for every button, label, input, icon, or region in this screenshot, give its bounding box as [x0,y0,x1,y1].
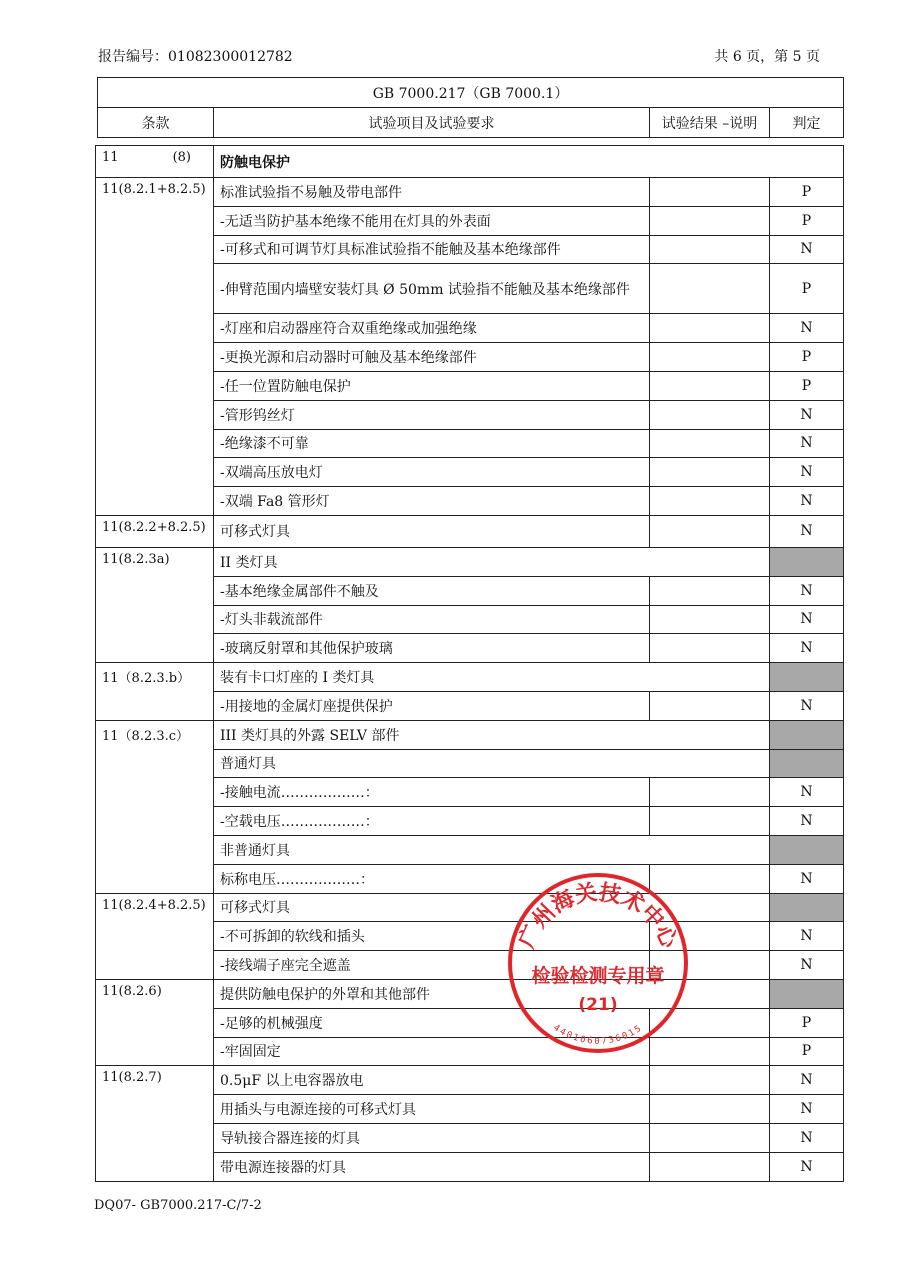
test-item-cell: 提供防触电保护的外罩和其他部件 [214,979,770,1008]
seal-arc-text: 广州海关技术中心 [514,880,682,952]
verdict-cell: N [770,634,844,663]
verdict-cell: N [770,314,844,343]
test-item-cell: -牢固固定 [214,1037,650,1066]
verdict-cell [770,979,844,1008]
verdict-cell [770,547,844,576]
result-cell [650,864,770,893]
test-item-cell: 用插头与电源连接的可移式灯具 [214,1095,650,1124]
verdict-cell [770,663,844,692]
standard-title: GB 7000.217（GB 7000.1） [98,78,844,108]
section-clause [96,146,214,178]
verdict-cell: N [770,1123,844,1152]
verdict-cell: N [770,1152,844,1181]
verdict-cell: N [770,951,844,980]
table-row [96,979,844,1008]
col-header-clause: 条款 [98,108,214,138]
result-cell [650,314,770,343]
result-cell [650,264,770,314]
result-cell [650,605,770,634]
result-cell [650,1123,770,1152]
result-cell [650,807,770,836]
result-cell [650,400,770,429]
test-item-cell: -无适当防护基本绝缘不能用在灯具的外表面 [214,206,650,235]
result-cell [650,343,770,372]
clause-cell: 11(8.2.2+8.2.5) [96,515,214,547]
test-item-cell: -基本绝缘金属部件不触及 [214,576,650,605]
table-row [96,663,844,692]
verdict-cell: P [770,264,844,314]
seal-code-text: 4401060736015 [551,1023,645,1047]
verdict-cell: N [770,1066,844,1095]
verdict-cell: P [770,343,844,372]
verdict-cell: P [770,206,844,235]
verdict-cell [770,835,844,864]
test-item-cell: -空载电压………………： [214,807,650,836]
verdict-cell: N [770,605,844,634]
test-item-cell: -绝缘漆不可靠 [214,429,650,458]
verdict-cell: N [770,691,844,720]
section-title: 防触电保护 [214,146,844,178]
result-cell [650,371,770,400]
test-item-cell: 标称电压………………： [214,864,650,893]
test-item-cell: 标准试验指不易触及带电部件 [214,178,650,207]
test-item-cell: 普通灯具 [214,749,770,778]
col-header-verdict: 判定 [770,108,844,138]
verdict-cell: N [770,922,844,951]
verdict-cell: N [770,515,844,547]
test-item-cell: III 类灯具的外露 SELV 部件 [214,720,770,749]
test-item-cell: 导轨接合器连接的灯具 [214,1123,650,1152]
result-cell [650,951,770,980]
test-item-cell: 可移式灯具 [214,515,650,547]
clause-cell: 11（8.2.3.b） [96,663,214,721]
page-info: 共 6 页，第 5 页 [714,49,820,65]
test-item-cell: 可移式灯具 [214,893,770,922]
table-row [96,1066,844,1095]
section-clause-sub: (8) [172,150,191,165]
result-cell [650,1008,770,1037]
result-cell [650,515,770,547]
verdict-cell: P [770,371,844,400]
table-row [96,893,844,922]
result-cell [650,576,770,605]
test-item-cell: -灯座和启动器座符合双重绝缘或加强绝缘 [214,314,650,343]
test-item-cell: -双端高压放电灯 [214,458,650,487]
test-item-cell: -可移式和可调节灯具标准试验指不能触及基本绝缘部件 [214,235,650,264]
clause-cell: 11(8.2.7) [96,1066,214,1181]
result-cell [650,1152,770,1181]
result-cell [650,429,770,458]
test-item-cell: -接线端子座完全遮盖 [214,951,650,980]
header-table [97,77,844,138]
result-cell [650,1066,770,1095]
test-item-cell: -伸臂范围内墙壁安装灯具 Ø 50mm 试验指不能触及基本绝缘部件 [214,264,650,314]
verdict-cell: N [770,400,844,429]
result-cell [650,178,770,207]
seal-number-text: (21) [578,995,618,1015]
test-item-cell: 非普通灯具 [214,835,770,864]
test-item-cell: -更换光源和启动器时可触及基本绝缘部件 [214,343,650,372]
col-header-result: 试验结果 –说明 [650,108,770,138]
clause-cell: 11（8.2.3.c） [96,720,214,893]
section-row [96,146,844,178]
verdict-cell [770,720,844,749]
test-table [95,145,844,1182]
result-cell [650,691,770,720]
test-item-cell: -任一位置防触电保护 [214,371,650,400]
result-cell [650,634,770,663]
table-row [96,720,844,749]
verdict-cell: N [770,458,844,487]
col-header-item: 试验项目及试验要求 [214,108,650,138]
verdict-cell: N [770,576,844,605]
table-row [96,547,844,576]
test-item-cell: -接触电流………………： [214,778,650,807]
result-cell [650,778,770,807]
test-item-cell: -灯头非载流部件 [214,605,650,634]
verdict-cell: P [770,1037,844,1066]
clause-cell: 11(8.2.4+8.2.5) [96,893,214,979]
test-item-cell: 装有卡口灯座的 I 类灯具 [214,663,770,692]
verdict-cell: N [770,864,844,893]
clause-cell: 11(8.2.1+8.2.5) [96,178,214,516]
verdict-cell: N [770,429,844,458]
test-item-cell: -用接地的金属灯座提供保护 [214,691,650,720]
verdict-cell: N [770,487,844,516]
footer-doc-code: DQ07- GB7000.217-C/7-2 [94,1198,262,1213]
seal-line-text: 检验检测专用章 [531,965,665,987]
test-item-cell: -不可拆卸的软线和插头 [214,922,650,951]
test-item-cell: II 类灯具 [214,547,770,576]
result-cell [650,1037,770,1066]
verdict-cell: N [770,235,844,264]
section-clause-number: 11 [102,150,119,165]
result-cell [650,235,770,264]
result-cell [650,487,770,516]
report-number: 报告编号：01082300012782 [98,49,293,65]
clause-cell: 11(8.2.6) [96,979,214,1065]
test-item-cell: 0.5μF 以上电容器放电 [214,1066,650,1095]
verdict-cell: N [770,807,844,836]
clause-cell: 11(8.2.3a) [96,547,214,662]
verdict-cell: P [770,178,844,207]
test-item-cell: -管形钨丝灯 [214,400,650,429]
test-item-cell: -足够的机械强度 [214,1008,650,1037]
verdict-cell: N [770,778,844,807]
result-cell [650,206,770,235]
table-row [96,515,844,547]
result-cell [650,458,770,487]
result-cell [650,1095,770,1124]
test-item-cell: -玻璃反射罩和其他保护玻璃 [214,634,650,663]
verdict-cell: N [770,1095,844,1124]
test-item-cell: -双端 Fa8 管形灯 [214,487,650,516]
verdict-cell [770,893,844,922]
table-row [96,178,844,207]
verdict-cell: P [770,1008,844,1037]
result-cell [650,922,770,951]
verdict-cell [770,749,844,778]
test-item-cell: 带电源连接器的灯具 [214,1152,650,1181]
